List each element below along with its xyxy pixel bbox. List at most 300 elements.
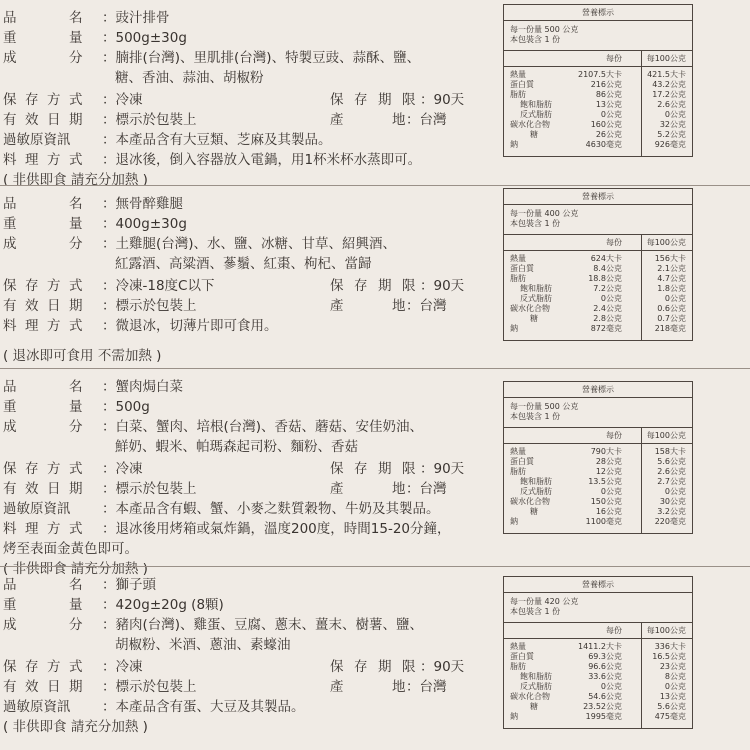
nutrition-row — [504, 672, 692, 682]
nutrition-row — [504, 120, 692, 130]
ingredients-label-char: 分 — [69, 617, 83, 633]
nutrition-row — [504, 642, 692, 652]
per-serving-value: 0公克 — [600, 110, 622, 119]
per-100g-header: 每100公克 — [646, 238, 686, 247]
shelf-label-char: 限 — [402, 278, 416, 294]
nutrient-name: 反式脂肪 — [520, 682, 552, 691]
ingredients-label-char: 成 — [3, 617, 17, 633]
origin-text: 台灣 — [419, 298, 447, 314]
nutrient-name: 反式脂肪 — [520, 110, 552, 119]
origin-text: 台灣 — [419, 679, 447, 695]
shelf-life-value: ：90天 — [420, 278, 465, 294]
nutrition-row — [504, 110, 692, 120]
product-card — [0, 185, 750, 368]
storage-label-char: 方 — [47, 461, 61, 477]
product-allergen — [102, 130, 332, 150]
product-card — [0, 368, 750, 577]
product-weight — [102, 28, 187, 48]
cooking-label-char: 式 — [69, 318, 83, 334]
per-serving-value: 150公克 — [590, 497, 622, 506]
storage-label-char: 式 — [69, 92, 83, 108]
colon: ： — [102, 501, 116, 517]
storage-label-char: 存 — [25, 92, 39, 108]
per-serving-header: 每份 — [606, 238, 622, 247]
origin-label-char: 地 — [392, 298, 406, 314]
nutrient-name: 脂肪 — [510, 274, 526, 283]
serving-size: 每一份量 500 公克 — [510, 25, 579, 34]
per-100g-value: 5.2公克 — [657, 130, 686, 139]
serving-info — [504, 398, 692, 428]
nutrition-title: 營養標示 — [504, 577, 692, 593]
colon: ： — [102, 10, 116, 26]
per-serving-value: 872毫克 — [590, 324, 622, 333]
colon: ： — [102, 617, 116, 633]
per-serving-value: 2.4公克 — [593, 304, 622, 313]
nutrition-row — [504, 447, 692, 457]
product-card — [0, 0, 750, 188]
nutrient-name: 反式脂肪 — [520, 294, 552, 303]
product-allergen-text: 本產品含有蝦、蟹、小麥之麩質穀物、牛奶及其製品。 — [115, 501, 440, 517]
colon: ： — [102, 196, 116, 212]
storage-label-char: 式 — [69, 659, 83, 675]
shelf-life-text: 90天 — [433, 659, 465, 675]
column-divider — [641, 51, 642, 66]
origin-label-char: 地 — [392, 481, 406, 497]
per-100g-value: 336大卡 — [654, 642, 686, 651]
expiry-label-char: 效 — [25, 481, 39, 497]
column-divider — [641, 67, 642, 156]
nutrient-name: 糖 — [530, 314, 538, 323]
product-expiry — [102, 110, 197, 130]
nutrition-rows — [504, 251, 692, 340]
nutrient-name: 飽和脂肪 — [520, 672, 552, 681]
per-serving-value: 216公克 — [590, 80, 622, 89]
serving-count: 本包裝含 1 份 — [510, 219, 561, 228]
column-divider — [641, 623, 642, 638]
product-card — [0, 566, 750, 750]
per-100g-value: 0公克 — [664, 110, 686, 119]
per-serving-value: 1100毫克 — [585, 517, 622, 526]
nutrient-name: 蛋白質 — [510, 652, 534, 661]
product-cooking — [102, 316, 278, 336]
colon: ： — [102, 461, 116, 477]
shelf-label-char: 期 — [378, 461, 392, 477]
per-serving-value: 7.2公克 — [593, 284, 622, 293]
nutrient-name: 飽和脂肪 — [520, 284, 552, 293]
colon: ： — [102, 521, 116, 537]
expiry-label-char: 期 — [69, 112, 83, 128]
cooking-label-char: 料 — [3, 318, 17, 334]
nutrition-facts-table — [503, 188, 693, 341]
column-divider — [641, 428, 642, 443]
name-label-char: 品 — [3, 10, 17, 26]
per-100g-value: 158大卡 — [654, 447, 686, 456]
weight-label-char: 重 — [3, 216, 17, 232]
origin-text: 台灣 — [419, 481, 447, 497]
cooking-label-char: 方 — [47, 152, 61, 168]
nutrition-row — [504, 692, 692, 702]
nutrition-row — [504, 457, 692, 467]
nutrition-row — [504, 467, 692, 477]
serving-count: 本包裝含 1 份 — [510, 35, 561, 44]
nutrition-row — [504, 477, 692, 487]
name-label-char: 品 — [3, 379, 17, 395]
storage-label-char: 存 — [25, 461, 39, 477]
cooking-label-char: 方 — [47, 318, 61, 334]
product-storage-text: 冷凍 — [115, 92, 143, 108]
expiry-label-char: 效 — [25, 679, 39, 695]
shelf-label-char: 保 — [330, 278, 344, 294]
per-100g-value: 475毫克 — [654, 712, 686, 721]
expiry-label-char: 期 — [69, 298, 83, 314]
nutrient-name: 碳水化合物 — [510, 497, 550, 506]
product-ingredients-text: 土雞腿(台灣)、水、鹽、冰糖、甘草、紹興酒、 — [115, 236, 397, 252]
per-100g-value: 0.7公克 — [657, 314, 686, 323]
per-100g-value: 8公克 — [664, 672, 686, 681]
per-100g-value: 0公克 — [664, 294, 686, 303]
nutrition-row — [504, 90, 692, 100]
storage-label-char: 存 — [25, 659, 39, 675]
product-weight-text: 500g±30g — [115, 30, 187, 46]
per-serving-value: 2107.5大卡 — [578, 70, 622, 79]
colon: ： — [102, 597, 116, 613]
colon: ： — [102, 50, 116, 66]
per-100g-value: 220毫克 — [654, 517, 686, 526]
nutrient-name: 碳水化合物 — [510, 304, 550, 313]
colon: ： — [102, 132, 116, 148]
nutrition-header — [504, 235, 692, 251]
per-serving-value: 624大卡 — [590, 254, 622, 263]
origin-label-char: 地 — [392, 679, 406, 695]
nutrition-row — [504, 130, 692, 140]
weight-label-char: 量 — [69, 399, 83, 415]
product-expiry-text: 標示於包裝上 — [115, 298, 197, 314]
name-label-char: 名 — [69, 196, 83, 212]
shelf-life-value: ：90天 — [420, 659, 465, 675]
heating-note: ( 非供即食 請充分加熱 ) — [3, 561, 148, 577]
serving-size: 每一份量 500 公克 — [510, 402, 579, 411]
heating-note: ( 非供即食 請充分加熱 ) — [3, 719, 148, 735]
nutrition-row — [504, 517, 692, 527]
per-100g-value: 5.6公克 — [657, 457, 686, 466]
nutrition-row — [504, 254, 692, 264]
shelf-label-char: 保 — [330, 659, 344, 675]
column-divider — [641, 235, 642, 250]
nutrition-row — [504, 70, 692, 80]
cooking-label-char: 理 — [25, 318, 39, 334]
product-storage-text: 冷凍-18度C以下 — [115, 278, 215, 294]
product-ingredients-text: 白菜、蟹肉、培根(台灣)、香菇、蘑菇、安佳奶油、 — [115, 419, 424, 435]
per-100g-header: 每100公克 — [646, 431, 686, 440]
colon: ： — [102, 679, 116, 695]
product-ingredients — [102, 48, 420, 68]
per-100g-value: 23公克 — [659, 662, 686, 671]
product-ingredients — [102, 417, 423, 437]
nutrition-facts-table — [503, 4, 693, 157]
colon: ： — [102, 236, 116, 252]
serving-size: 每一份量 400 公克 — [510, 209, 579, 218]
nutrient-name: 脂肪 — [510, 467, 526, 476]
per-100g-value: 0公克 — [664, 487, 686, 496]
product-cooking-text: 退冰後，倒入容器放入電鍋，用1杯米杯水蒸即可。 — [115, 152, 422, 168]
per-100g-value: 43.2公克 — [652, 80, 686, 89]
storage-label-char: 保 — [3, 659, 17, 675]
shelf-label-char: 存 — [354, 278, 368, 294]
nutrition-title: 營養標示 — [504, 189, 692, 205]
per-100g-value: 0公克 — [664, 682, 686, 691]
origin-value: ：台灣 — [406, 481, 447, 497]
cooking-label-char: 料 — [3, 152, 17, 168]
expiry-label-char: 日 — [47, 298, 61, 314]
per-100g-value: 2.6公克 — [657, 467, 686, 476]
per-100g-value: 421.5大卡 — [647, 70, 686, 79]
nutrition-title: 營養標示 — [504, 5, 692, 21]
per-100g-value: 2.6公克 — [657, 100, 686, 109]
shelf-label-char: 保 — [330, 461, 344, 477]
allergen-label: 過敏原資訊 — [3, 699, 71, 715]
product-expiry-text: 標示於包裝上 — [115, 112, 197, 128]
nutrient-name: 糖 — [530, 130, 538, 139]
per-100g-value: 13公克 — [659, 692, 686, 701]
product-ingredients-text: 豬肉(台灣)、雞蛋、豆腐、蔥末、薑末、樹薯、鹽、 — [115, 617, 424, 633]
product-storage-text: 冷凍 — [115, 659, 143, 675]
per-100g-value: 17.2公克 — [652, 90, 686, 99]
expiry-label-char: 有 — [3, 481, 17, 497]
storage-label-char: 方 — [47, 92, 61, 108]
per-serving-value: 0公克 — [600, 294, 622, 303]
nutrient-name: 脂肪 — [510, 90, 526, 99]
product-weight — [102, 214, 187, 234]
nutrient-name: 反式脂肪 — [520, 487, 552, 496]
nutrition-row — [504, 497, 692, 507]
heating-note: ( 退冰即可食用 不需加熱 ) — [3, 348, 162, 364]
nutrition-row — [504, 507, 692, 517]
product-expiry — [102, 296, 197, 316]
per-100g-value: 218毫克 — [654, 324, 686, 333]
per-serving-value: 23.52公克 — [583, 702, 622, 711]
shelf-label-char: 存 — [354, 461, 368, 477]
product-weight-text: 420g±20g (8顆) — [115, 597, 224, 613]
per-100g-value: 32公克 — [659, 120, 686, 129]
nutrition-facts-table — [503, 576, 693, 729]
product-expiry — [102, 479, 197, 499]
per-100g-value: 16.5公克 — [652, 652, 686, 661]
product-name-text: 獅子頭 — [115, 577, 156, 593]
colon: ： — [102, 419, 116, 435]
origin-label-char: 產 — [330, 298, 344, 314]
nutrient-name: 碳水化合物 — [510, 692, 550, 701]
storage-label-char: 保 — [3, 92, 17, 108]
origin-value: ：台灣 — [406, 112, 447, 128]
nutrient-name: 碳水化合物 — [510, 120, 550, 129]
per-serving-header: 每份 — [606, 626, 622, 635]
per-serving-header: 每份 — [606, 54, 622, 63]
nutrition-row — [504, 682, 692, 692]
shelf-label-char: 期 — [378, 92, 392, 108]
per-serving-value: 12公克 — [595, 467, 622, 476]
colon: ： — [102, 318, 116, 334]
nutrition-row — [504, 304, 692, 314]
product-ingredients — [102, 234, 396, 254]
shelf-life-value: ：90天 — [420, 461, 465, 477]
per-serving-value: 160公克 — [590, 120, 622, 129]
weight-label-char: 量 — [69, 597, 83, 613]
serving-info — [504, 21, 692, 51]
shelf-label-char: 期 — [378, 278, 392, 294]
shelf-life-value: ：90天 — [420, 92, 465, 108]
product-name-text: 豉汁排骨 — [115, 10, 170, 26]
storage-label-char: 保 — [3, 278, 17, 294]
per-100g-header: 每100公克 — [646, 626, 686, 635]
product-name — [102, 8, 170, 28]
colon: ： — [102, 298, 116, 314]
colon: ： — [102, 278, 116, 294]
per-100g-value: 5.6公克 — [657, 702, 686, 711]
storage-label-char: 存 — [25, 278, 39, 294]
product-allergen-text: 本產品含有蛋、大豆及其製品。 — [115, 699, 305, 715]
per-100g-value: 156大卡 — [654, 254, 686, 263]
shelf-label-char: 限 — [402, 461, 416, 477]
per-serving-value: 26公克 — [595, 130, 622, 139]
per-serving-value: 18.8公克 — [588, 274, 622, 283]
nutrient-name: 脂肪 — [510, 662, 526, 671]
product-expiry-text: 標示於包裝上 — [115, 679, 197, 695]
nutrition-row — [504, 662, 692, 672]
name-label-char: 品 — [3, 196, 17, 212]
nutrition-rows — [504, 639, 692, 728]
origin-label-char: 產 — [330, 112, 344, 128]
per-100g-value: 2.7公克 — [657, 477, 686, 486]
column-divider — [641, 251, 642, 340]
shelf-label-char: 保 — [330, 92, 344, 108]
ingredients-label-char: 成 — [3, 236, 17, 252]
expiry-label-char: 效 — [25, 112, 39, 128]
shelf-label-char: 限 — [402, 659, 416, 675]
colon: ： — [102, 92, 116, 108]
ingredients-label-char: 分 — [69, 419, 83, 435]
colon: ： — [102, 112, 116, 128]
per-100g-value: 1.8公克 — [657, 284, 686, 293]
nutrition-title: 營養標示 — [504, 382, 692, 398]
nutrition-header — [504, 623, 692, 639]
per-serving-value: 86公克 — [595, 90, 622, 99]
nutrition-header — [504, 51, 692, 67]
colon: ： — [102, 379, 116, 395]
serving-info — [504, 593, 692, 623]
nutrient-name: 飽和脂肪 — [520, 100, 552, 109]
shelf-life-text: 90天 — [433, 92, 465, 108]
per-100g-value: 30公克 — [659, 497, 686, 506]
product-storage — [102, 90, 143, 110]
nutrition-row — [504, 100, 692, 110]
nutrient-name: 鈉 — [510, 140, 518, 149]
nutrition-row — [504, 702, 692, 712]
heating-note: ( 非供即食 請充分加熱 ) — [3, 172, 148, 188]
ingredients-label-char: 分 — [69, 50, 83, 66]
nutrient-name: 熱量 — [510, 642, 526, 651]
per-100g-value: 2.1公克 — [657, 264, 686, 273]
origin-text: 台灣 — [419, 112, 447, 128]
serving-info — [504, 205, 692, 235]
colon: ： — [102, 699, 116, 715]
product-weight-text: 400g±30g — [115, 216, 187, 232]
product-allergen — [102, 697, 305, 717]
nutrient-name: 蛋白質 — [510, 264, 534, 273]
nutrition-row — [504, 324, 692, 334]
per-serving-value: 28公克 — [595, 457, 622, 466]
per-100g-value: 3.2公克 — [657, 507, 686, 516]
nutrition-row — [504, 314, 692, 324]
per-100g-value: 4.7公克 — [657, 274, 686, 283]
product-expiry — [102, 677, 197, 697]
serving-count: 本包裝含 1 份 — [510, 607, 561, 616]
expiry-label-char: 日 — [47, 112, 61, 128]
serving-size: 每一份量 420 公克 — [510, 597, 579, 606]
nutrition-row — [504, 264, 692, 274]
ingredients-label-char: 成 — [3, 419, 17, 435]
expiry-label-char: 效 — [25, 298, 39, 314]
origin-label-char: 地 — [392, 112, 406, 128]
serving-count: 本包裝含 1 份 — [510, 412, 561, 421]
colon: ： — [102, 481, 116, 497]
cooking-label-char: 料 — [3, 521, 17, 537]
cooking-label-char: 式 — [69, 152, 83, 168]
per-serving-value: 13.5公克 — [588, 477, 622, 486]
ingredients-continued: 胡椒粉、米酒、蔥油、素蠔油 — [115, 637, 291, 653]
expiry-label-char: 日 — [47, 679, 61, 695]
column-divider — [641, 639, 642, 728]
ingredients-continued: 鮮奶、蝦米、帕瑪森起司粉、麵粉、香菇 — [115, 439, 358, 455]
product-storage — [102, 657, 143, 677]
cooking-label-char: 方 — [47, 521, 61, 537]
shelf-label-char: 存 — [354, 659, 368, 675]
shelf-life-text: 90天 — [433, 278, 465, 294]
product-cooking — [102, 150, 421, 170]
origin-label-char: 產 — [330, 679, 344, 695]
product-weight — [102, 397, 150, 417]
origin-value: ：台灣 — [406, 679, 447, 695]
nutrition-row — [504, 140, 692, 150]
ingredients-label-char: 成 — [3, 50, 17, 66]
storage-label-char: 保 — [3, 461, 17, 477]
nutrient-name: 鈉 — [510, 324, 518, 333]
product-ingredients-text: 腩排(台灣)、里肌排(台灣)、特製豆豉、蒜酥、鹽、 — [115, 50, 421, 66]
product-weight-text: 500g — [115, 399, 150, 415]
nutrient-name: 熱量 — [510, 70, 526, 79]
product-allergen-text: 本產品含有大豆類、芝麻及其製品。 — [115, 132, 332, 148]
nutrient-name: 鈉 — [510, 517, 518, 526]
per-serving-header: 每份 — [606, 431, 622, 440]
nutrition-row — [504, 652, 692, 662]
nutrition-row — [504, 294, 692, 304]
per-serving-value: 8.4公克 — [593, 264, 622, 273]
expiry-label-char: 有 — [3, 298, 17, 314]
colon: ： — [102, 659, 116, 675]
product-allergen — [102, 499, 440, 519]
nutrition-rows — [504, 67, 692, 156]
origin-label-char: 產 — [330, 481, 344, 497]
shelf-label-char: 期 — [378, 659, 392, 675]
per-100g-value: 0.6公克 — [657, 304, 686, 313]
colon: ： — [102, 30, 116, 46]
storage-label-char: 方 — [47, 278, 61, 294]
expiry-label-char: 有 — [3, 112, 17, 128]
per-serving-value: 69.3公克 — [588, 652, 622, 661]
weight-label-char: 量 — [69, 216, 83, 232]
ingredients-continued: 糖、香油、蒜油、胡椒粉 — [115, 70, 264, 86]
cooking-label-char: 式 — [69, 521, 83, 537]
product-expiry-text: 標示於包裝上 — [115, 481, 197, 497]
